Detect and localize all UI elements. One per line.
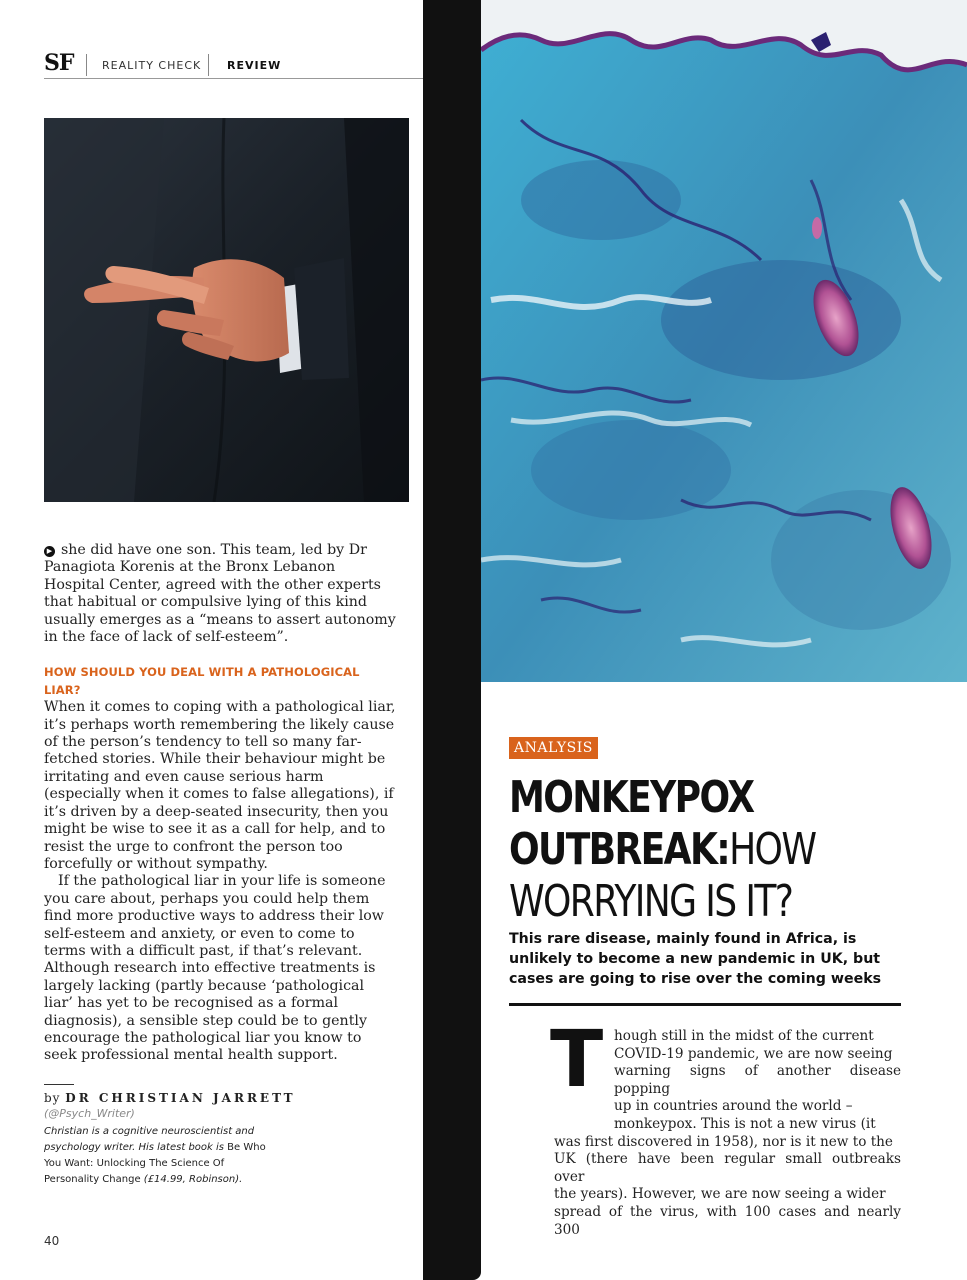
article-headline bbox=[509, 772, 853, 928]
article-line: the years). However, we are now seeing a wider bbox=[554, 1186, 886, 1203]
article-category-tag: ANALYSIS bbox=[509, 737, 598, 759]
author-bio bbox=[44, 1124, 274, 1188]
bio-text: Christian is a cognitive neuroscientist and psychology writer. His latest book is bbox=[44, 1126, 255, 1153]
article-line: warning signs of another disease popping bbox=[614, 1063, 901, 1097]
byline-prefix: by bbox=[44, 1091, 61, 1105]
article-line: COVID-19 pandemic, we are now seeing bbox=[614, 1045, 893, 1062]
subheading: HOW SHOULD YOU DEAL WITH A PATHOLOGICAL LIAR? bbox=[44, 665, 360, 697]
author-name: DR CHRISTIAN JARRETT bbox=[65, 1091, 296, 1105]
crossed-fingers-photo bbox=[44, 118, 409, 502]
article-line: was first discovered in 1958), nor is it new to the bbox=[554, 1133, 893, 1150]
book-details: (£14.99, Robinson). bbox=[143, 1174, 243, 1185]
article-line: hough still in the midst of the current bbox=[614, 1028, 874, 1044]
article-body bbox=[554, 1028, 901, 1239]
paragraph: When it comes to coping with a pathological liar, it’s perhaps worth remembering the likely cause of the person’s tendency to tell so many far-fetched stories. While their behaviour might be irritating and even cause serious harm (especially when it comes to false allegations), if it’s driven by a deep-seated insecurity, then you might be wise to see it as a call for help, and to resist the urge to confront the person too forcefully or without sympathy. bbox=[44, 699, 396, 872]
headline-bold: OUTBREAK: bbox=[509, 824, 730, 875]
byline-rule bbox=[44, 1084, 74, 1085]
header-divider bbox=[86, 54, 87, 76]
paragraph: If the pathological liar in your life is someone you care about, perhaps you could help them find more productive ways to address their low self-esteem and anxiety, or even to come to terms with a difficult past, if that’s relevant. Although research into effective treatments is largely lacking (partly because ‘pathological liar’ has yet to be recognised as a formal diagnosis), a sensible step could be to gently encourage the pathological liar you know to seek professional mental health support. bbox=[44, 873, 386, 1064]
continued-arrow-icon: ▶ bbox=[44, 546, 55, 557]
page-header bbox=[44, 48, 423, 79]
magazine-logo: SF bbox=[44, 50, 74, 76]
book-title: Be Who You Want: Unlocking The Science Of Personality Change bbox=[44, 1142, 266, 1185]
header-divider bbox=[208, 54, 209, 76]
page-gutter bbox=[423, 0, 481, 1280]
section-label: REALITY CHECK bbox=[102, 59, 202, 72]
byline bbox=[44, 1091, 296, 1105]
author-handle: (@Psych_Writer) bbox=[44, 1107, 135, 1120]
headline-light: WORRYING IS IT? bbox=[509, 876, 793, 927]
article-line: monkeypox. This is not a new virus (it bbox=[614, 1115, 876, 1132]
page-number: 40 bbox=[44, 1234, 60, 1248]
article-line: spread of the virus, with 100 cases and nearly 300 bbox=[554, 1203, 901, 1238]
paragraph bbox=[44, 542, 396, 646]
paragraph-text: she did have one son. This team, led by Dr Panagiota Korenis at the Bronx Lebanon Hospital Center, agreed with the other experts that habitual or compulsive lying of this kind usually emerges as a “means to assert autonomy in the face of lack of self-esteem”. bbox=[44, 542, 396, 646]
headline-bold: MONKEYPOX bbox=[509, 772, 754, 823]
article-line: UK (there have been regular small outbreaks over bbox=[554, 1151, 901, 1185]
article-line: up in countries around the world – bbox=[614, 1098, 853, 1115]
left-article-body bbox=[44, 542, 396, 1065]
article-standfirst: This rare disease, mainly found in Africa, is unlikely to become a new pandemic in UK, but cases are going to rise over the coming weeks bbox=[509, 931, 882, 987]
monkeypox-micrograph bbox=[481, 0, 967, 682]
article-rule bbox=[509, 1003, 901, 1006]
drop-cap: T bbox=[550, 1015, 604, 1105]
headline-light: HOW bbox=[729, 824, 816, 875]
subsection-label: REVIEW bbox=[227, 59, 282, 72]
